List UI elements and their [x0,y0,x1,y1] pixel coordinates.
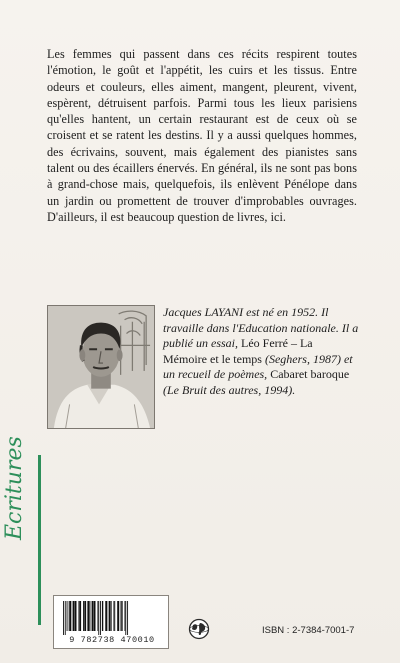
barcode [53,595,169,649]
author-bio [163,305,359,398]
barcode-bar [109,601,111,631]
barcode-guard-bar [65,601,66,635]
series-label: Ecritures [2,436,27,540]
barcode-bar [111,601,112,631]
bio-text-2: (Seghers, 1987) et un recueil de poèmes, [163,351,353,381]
barcode-bar [78,601,79,631]
barcode-bar [73,601,75,631]
barcode-bar [97,601,98,631]
barcode-bars [62,601,162,635]
barcode-bar [122,601,123,631]
barcode-bar [94,601,96,631]
collection-title: Cabaret baroque [270,367,350,381]
barcode-bar [79,601,81,631]
barcode-guard-bar [125,601,126,635]
essay-title: Léo Ferré – La Mémoire et le temps [163,336,313,366]
barcode-bar [67,601,68,631]
barcode-bar [124,601,125,631]
barcode-bar [102,601,103,631]
barcode-bar [87,601,89,631]
barcode-bar [113,601,114,631]
barcode-bar [89,601,90,631]
barcode-bar [83,601,84,631]
barcode-bar [117,601,118,631]
barcode-bar [92,601,94,631]
globe-icon [188,618,210,640]
bio-text-3: (Le Bruit des autres, 1994). [163,382,296,397]
bio-text-1: est né en 1952. Il travaille dans l'Education nationale. Il a publié un essai, [163,305,359,350]
barcode-guard-bar [63,601,64,635]
author-name: Jacques LAYANI [163,305,244,319]
barcode-bar [70,601,71,631]
barcode-bar [121,601,122,631]
barcode-bar [118,601,119,631]
portrait-photo [48,306,154,428]
author-photo [47,305,155,429]
barcode-bar [105,601,106,631]
barcode-guard-bar [98,601,99,635]
barcode-guard-bar [100,601,101,635]
barcode-bar [106,601,107,631]
barcode-bar [69,601,70,631]
series-accent-line [38,455,41,625]
isbn-number: ISBN : 2-7384-7001-7 [262,625,355,636]
barcode-digits: 9 782738 470010 [69,635,155,645]
barcode-bar [114,601,115,631]
barcode-bar [85,601,86,631]
blurb-text: Les femmes qui passent dans ces récits respirent toutes l'émotion, le goût et l'appétit, les cuirs et les tissus. Entre odeurs et couleurs, elles aiment, mangent, pleurent, vivent, espèrent, détruisent parfois. Parmi tous les lieux parisiens qu'elles hantent, un certain restaurant est de ceux où se croisent et se ratent les destins. Il y a aussi quelques hommes, des écrivains, souvent, mais également des pianistes sans talent ou des écaillers énervés. En général, ils ne sont pas bons à grand-chose mais, quelquefois, ils enlèvent Pénélope dans un jardin ou promettent de trouver d'improbables ouvrages. D'ailleurs, il est beaucoup question de livres, ici. [47,47,357,224]
barcode-bar [75,601,77,631]
barcode-guard-bar [127,601,128,635]
